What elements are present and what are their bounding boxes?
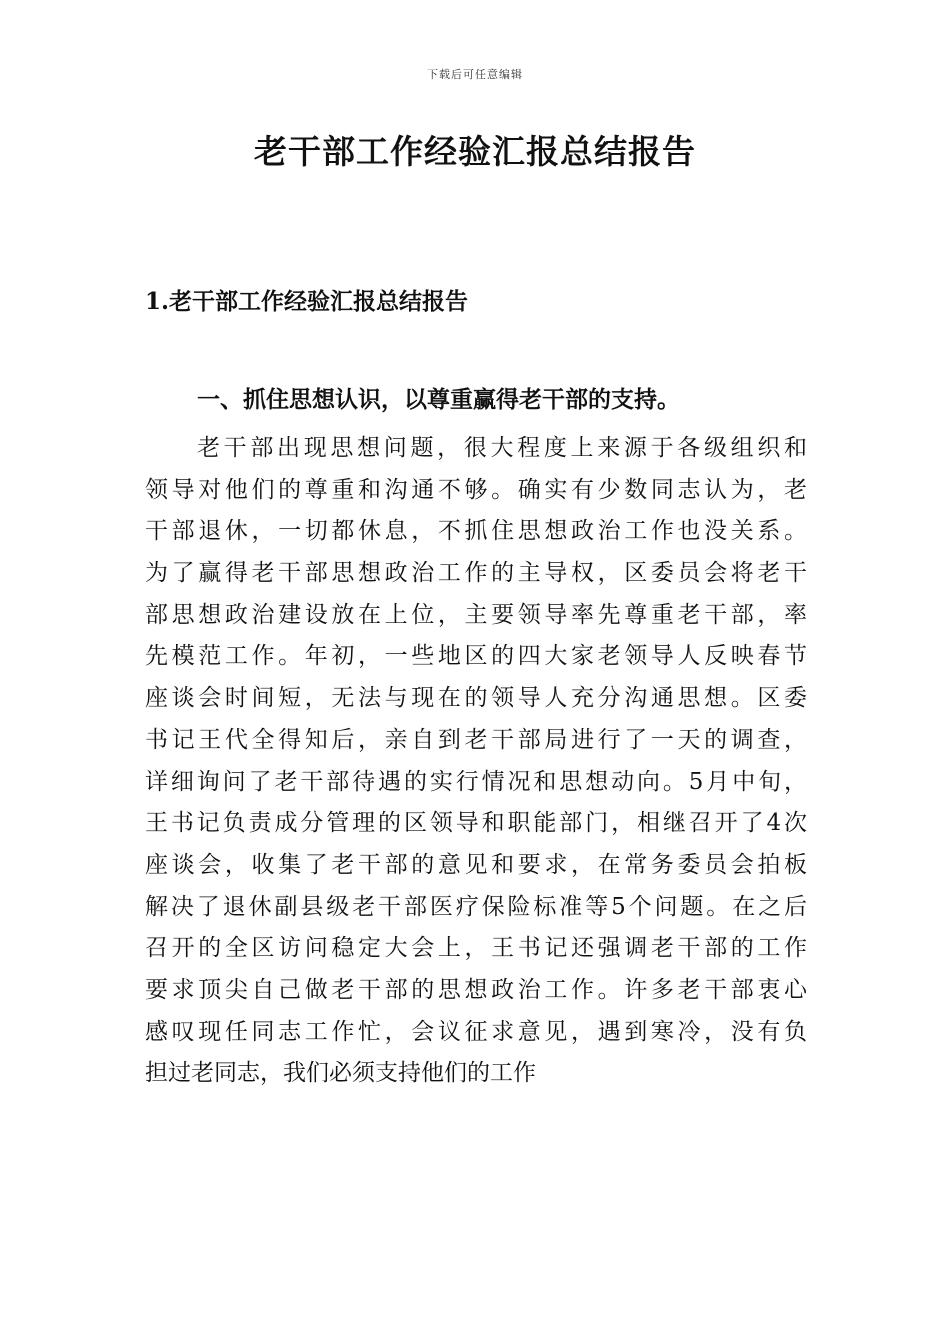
body-line: 座谈会时间短，无法与现在的领导人充分沟通思想。区委	[145, 685, 807, 712]
body-line: 干部退休，一切都休息，不抓住思想政治工作也没关系。	[145, 518, 807, 545]
body-line: 解决了退休副县级老干部医疗保险标准等5个问题。在之后	[145, 893, 807, 920]
body-line: 感叹现任同志工作忙，会议征求意见，遇到寒冷，没有负	[145, 1018, 807, 1045]
body-line: 召开的全区访问稳定大会上，王书记还强调老干部的工作	[145, 935, 807, 962]
subheading: 一、抓住思想认识，以尊重赢得老干部的支持。	[197, 386, 680, 413]
body-line: 老干部出现思想问题，很大程度上来源于各级组织和	[197, 435, 807, 461]
section-heading: 1.老干部工作经验汇报总结报告	[145, 288, 469, 315]
body-line: 要求顶尖自己做老干部的思想政治工作。许多老干部衷心	[145, 976, 807, 1003]
body-line: 领导对他们的尊重和沟通不够。确实有少数同志认为，老	[145, 476, 807, 503]
header-note: 下载后可任意编辑	[427, 68, 523, 81]
document-title: 老干部工作经验汇报总结报告	[254, 132, 696, 171]
body-line: 书记王代全得知后，亲自到老干部局进行了一天的调查，	[145, 726, 807, 753]
body-line: 部思想政治建设放在上位，主要领导率先尊重老干部，率	[145, 601, 807, 628]
body-line: 担过老同志，我们必须支持他们的工作	[145, 1060, 536, 1087]
body-paragraph	[145, 428, 807, 1095]
body-line: 座谈会，收集了老干部的意见和要求，在常务委员会拍板	[145, 851, 807, 878]
body-line: 先模范工作。年初，一些地区的四大家老领导人反映春节	[145, 643, 807, 670]
body-line: 详细询问了老干部待遇的实行情况和思想动向。5月中旬，	[145, 768, 807, 795]
body-line: 为了赢得老干部思想政治工作的主导权，区委员会将老干	[145, 560, 807, 587]
body-line: 王书记负责成分管理的区领导和职能部门，相继召开了4次	[145, 810, 807, 837]
